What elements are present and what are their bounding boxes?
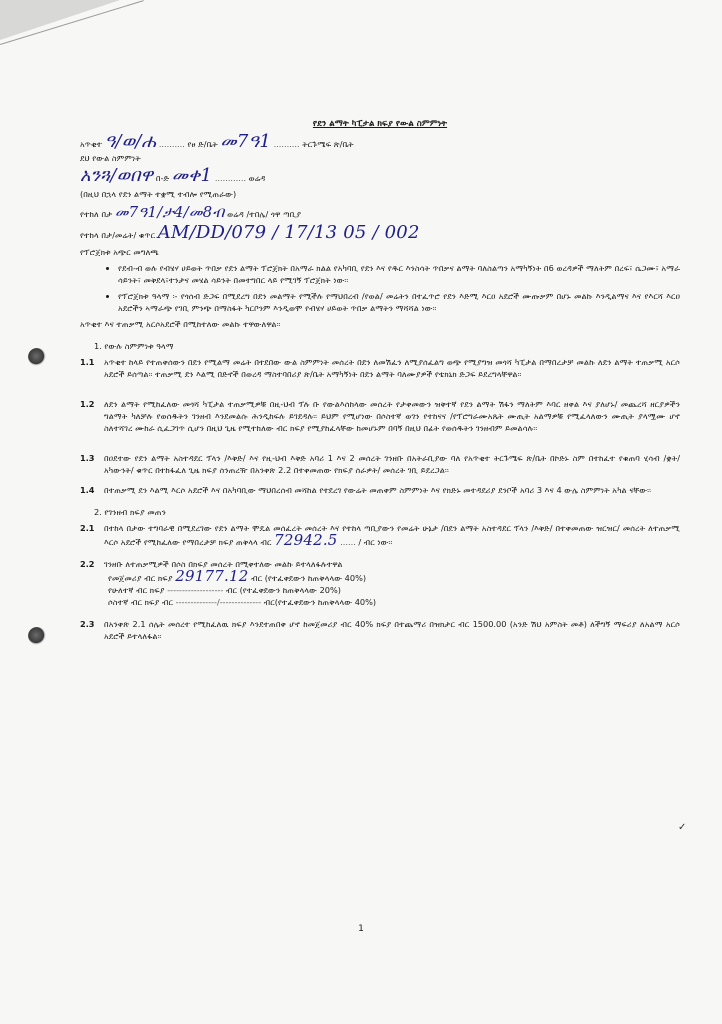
id-handwritten: መ7ዓ1 [220, 131, 271, 152]
clause-text: በተከላ በታው ተግባራዊ በሚደረገው የደን ልማት ሞዴል መሰፈረት መሰረት እና የተከላ ጣቢያውን የመሬት ሁኔታ /በደን ልማት አስተዳደር ፕላን /እቅድ/ በተቀመጠው ዝርዝር/ መሰረት ለተጠቃሚ እርሶ አደሮች የሚከፈለው የማበረታቻ ክፍያ ጠቅላላ ብር [104, 523, 680, 547]
clause-1-2 [80, 398, 680, 434]
payment-row: ሶስተኛ ብር ክፍያ ብር --------------/-------------- ብር(የተፈቀደውን ከጠቅላላው 40%) [108, 597, 377, 607]
clause-2-1: 2.1 በተከላ በታው ተግባራዊ በሚደረገው የደን ልማት ሞዴል መሰፈረት መሰረት እና የተከላ ጣቢያውን የመሬት ሁኔታ /በደን ልማት አስተዳደር ፕላን /እቅድ/ በተቀመጠው ዝርዝር/ መሰረት ለተጠቃሚ እርሶ አደሮች የሚከፈለው የማበረታቻ ክፍያ ጠቅላላ ብር 72942.5 ...... / ብር ነው፡፡ [80, 523, 680, 549]
land-line [80, 222, 680, 244]
contract-label: ደህ የውል ስምምነት [80, 153, 141, 163]
payment-row [108, 567, 680, 585]
office-label: ትርጉሜፍ ጽ/ቤት [302, 139, 354, 149]
project-bullets [80, 262, 680, 314]
total-amount-handwritten: 72942.5 [274, 531, 338, 549]
id2-label: በ-ድ [155, 173, 170, 183]
land-label: የተከላ በታ/መሬት/ ቁጥር [80, 230, 156, 240]
margin-tick-mark: ✓ [678, 822, 687, 833]
payment-note: ብር(የተፈቀደውን ከጠቅላላው 40%) [263, 597, 377, 607]
clause-tail: / ብር ነው፡፡ [358, 537, 393, 547]
payment-note: ብር (የተፈቀደውን ከጠቅላላው 20%) [225, 585, 341, 595]
clause-number: 2.2 [80, 559, 95, 569]
payment-row: የሁለተኛ ብር ክፍያ ------------------- ብር (የተፈቀደውን ከጠቅላላው 20%) [108, 585, 341, 595]
clause-text: ለደን ልማት የሚከፈለው መጎሻ ካፒታል ተጠቃሚዎቹ በዚ-ህብ ፕሉ ቡ የውልእሰከላው መሰረት የታቀመውን ዝቅተኛ የደን ልማት ሽፋን ማለትም እባር ዘቀል እና ያለሆኑ/ መጨረሻ ዘርያዎችን ግልማት ካለቻሉ የወሰዱትን ገንዘብ እንደመልሱ ሕንዲከፍሉ ይገደዳሉ፡፡ ይህም የሚሆነው በሶስተኛ ወገን የተከናና /የፕሮግራሙአጼት ሙጢት አልማዎቹ የሚፈላለውን ሙጢት ያላሟሙ ሆኖ ስለተሻገረ ሙከራ ሲፈጋገጥ ሲሆን በዚህ ጊዜ የሚተከለው ብር ክፍያ የሚያከፈላቸው ከመሆኑም በባኝ በዚህ በፊት የወሰዱትን ገንዘብም ይመልሳሉ፡፡ [104, 399, 680, 433]
contract-body [80, 118, 680, 642]
id2-suffix: ወሬዳ [248, 173, 266, 183]
section2-heading: 2. የገንዘብ ክፍያ መጠን [94, 507, 166, 517]
name-line: አንጓ/ወበዋ በ-ድ መቀ1 ............ ወሬዳ [80, 165, 266, 186]
site-label: የተከለ በታ [80, 209, 113, 219]
id2-handwritten: መቀ1 [171, 165, 213, 186]
site-handwritten: መ7ዓ1/ታ4/መ8ብ [114, 203, 225, 221]
clause-number: 1.1 [80, 357, 95, 367]
bullet-item: • የደብ-ብ ወሉ የብሄሃ ሀይወት ጥበቃ የደን ልማት ፕሮጀክት በአማራ ክልል የአካባቢ የደን እና የዱር እንስሳት ጥበቃና ልማት ባለስልጣን አማካኝነት በ6 ወረዳዎች ማለትም በረፍ፣ ሴጋሙ፣ አማራ ሳይንት፣ መቅደላ፣ተንታና መሄል ሳይንት በመተግበር ላይ የሚገኝ ፕሮጀክት ነው፡፡ [118, 262, 680, 286]
document-title: የደን ልማት ካፒታል ክፍያ የውል ስምምነት [312, 119, 448, 129]
clause-2-3 [80, 618, 680, 642]
buyer-line: አጥቂተ ዓ/ወ/ሐ .......... የፀ ድ/ቤት መ7ዓ1 .......... ትርጉሜፍ ጽ/ቤት [80, 131, 354, 152]
clause-text: በአንቀጽ 2.1 ሰሌት መሰረተ የሚከፈለዉ ክፍያ እንደተጠበቀ ሆኖ ከመጀመሪያ ብር 40% ክፍያ በተጨማሪ በዝክታር ብር 1500.00 (አንድ ሽህ አምስት መቶ) ለችግኝ ማፍሪያ ለአልማ አርሶ አደሮች ይተላለፋል፡፡ [104, 619, 680, 641]
clause-text: ገንዘቡ ለተጠቃሚዎች በሶስ በክፍያ መሰረት በሚቀተለው መልኩ ይተላለፋሉተዋል [104, 559, 343, 569]
clause-text: በተጠቃሚ ደን እልሚ እርሶ አደሮች እና በአካባቢው ማህበረሰብ መሻከል የተደረገ የውሬት መጠቀም ስምምነት እና የክድኑ መተዳደሪያ ደንቦች አባሪ 3 እና 4 ውሌ ስምምነት አካል ናቸው፡፡ [104, 485, 652, 495]
site-line [80, 202, 680, 222]
id-label: የፀ ድ/ቤት [187, 139, 218, 149]
section-label: የፕሮጀክቱ አጭር መግለጫ [80, 247, 159, 257]
name-handwritten: አንጓ/ወበዋ [80, 165, 154, 186]
buyer-handwritten: ዓ/ወ/ሐ [104, 131, 157, 152]
intro-text: አጥቂተ እና ተጠቃሚ አርሶአደሮች በሚከተለው መልኩ ተዋውለዋል፡፡ [80, 319, 281, 329]
payment-amount-handwritten: 29177.12 [175, 567, 249, 585]
clause-1-1 [80, 356, 680, 380]
buyer-label: አጥቂተ [80, 139, 102, 149]
clause-number: 1.2 [80, 399, 95, 409]
contract-line [80, 150, 680, 166]
clause-number: 2.1 [80, 523, 95, 533]
clause-number: 1.3 [80, 453, 95, 463]
land-handwritten: AM/DD/079 / 17/13 05 / 002 [157, 222, 420, 243]
bullet-item: • የፕሮጀክቱ ዓላማ ፡- የጎሰብ ድጋፍ በሚደረግ በደን መልማት የሚችሉ የማህበረብ /የወል/ መሬትን በተፈጥሮ የደን እድሚ እርዐ አደሮች ሙጡቃም በሆኑ መልኩ እንዲልማና እና የእርሻ እርዐ አደሮችን ኣማራጭ የገቢ ምንጭ በማስፋት ካርቦንም እንዲወሞ የብሄሃ ሀይወት ጥበቃ ልማትን ማሻሻል ነው፡፡ [118, 290, 680, 314]
clause-text: በዐደተው የደን ልማት አስተዳደር ፕላን /እቅድ/ እና የዚ-ህብ እቅድ አባሪ 1 እና 2 መሰረት ገንዘቡ በአትራቢያው ባለ የአጥቂተ ትርጉሜፍ ጽ/ቤት በኮድኑ ስም በተከፈተ የቁጠባ ሂሳብ /ቋት/ አካውንት/ ቁጥር በተከፋፈለ ጊዜ ክፍያ ሰንጠረዥ በአንቀጽ 2.2 በተቀመጠው የክፍያ ሰራዎት/ መሰረት ገቢ ይደረጋል፡፡ [104, 453, 680, 475]
clause-number: 2.3 [80, 619, 95, 629]
clause-text: አጥቂተ ከላይ የተጠቀሰውን በደን የሚልማ መሬት በተደበው ውል ስምምነት መሰረት በደን ለመሽፈን ለሚያሰፈልግ ወጭ የሚያግዝ መጎሻ ካፒታል በማበረታቻ መልኩ ለደን ልማት ተጠቃሚ አርሶ አደሮች ይሰጣል፡፡ ተጠቃሚ ደን እልሚ በድኖች በወረዳ ማስተባበሪያ ጽ/ቤት አማካኝነት በደን ልማት ባለሙያዎች የቴክኒክ ድጋፍ ይደረግላቸዋል፡፡ [104, 357, 680, 379]
payment-schedule [108, 567, 680, 608]
punch-hole-top [28, 348, 46, 366]
clause-1-4 [80, 484, 680, 496]
folded-corner [0, 0, 120, 40]
page-number: 1 [358, 924, 364, 934]
payment-label: ሶስተኛ ብር ክፍያ ብር [108, 597, 173, 607]
section1-heading: 1. የውሉ ስምምነቱ ዓላማ [94, 341, 174, 351]
payment-label: የመጀመሪያ ብር ክፍያ [108, 573, 173, 583]
paren-note: (በዚህ በኋላ የደን ልማት ተቋሚ ተብሎ የሚጠራው) [80, 189, 237, 199]
payment-note: ብር (የተፈቀደውን ከጠቅላላው 40%) [251, 573, 367, 583]
payment-label: የሁለተኛ ብር ክፍያ [108, 585, 165, 595]
punch-hole-bottom [28, 627, 46, 645]
clause-2-2 [80, 558, 680, 570]
site-suffix: ወሬዳ /ተበሌ/ ጎዋ ጣቢያ [227, 209, 302, 219]
clause-1-3 [80, 452, 680, 476]
clause-number: 1.4 [80, 485, 95, 495]
